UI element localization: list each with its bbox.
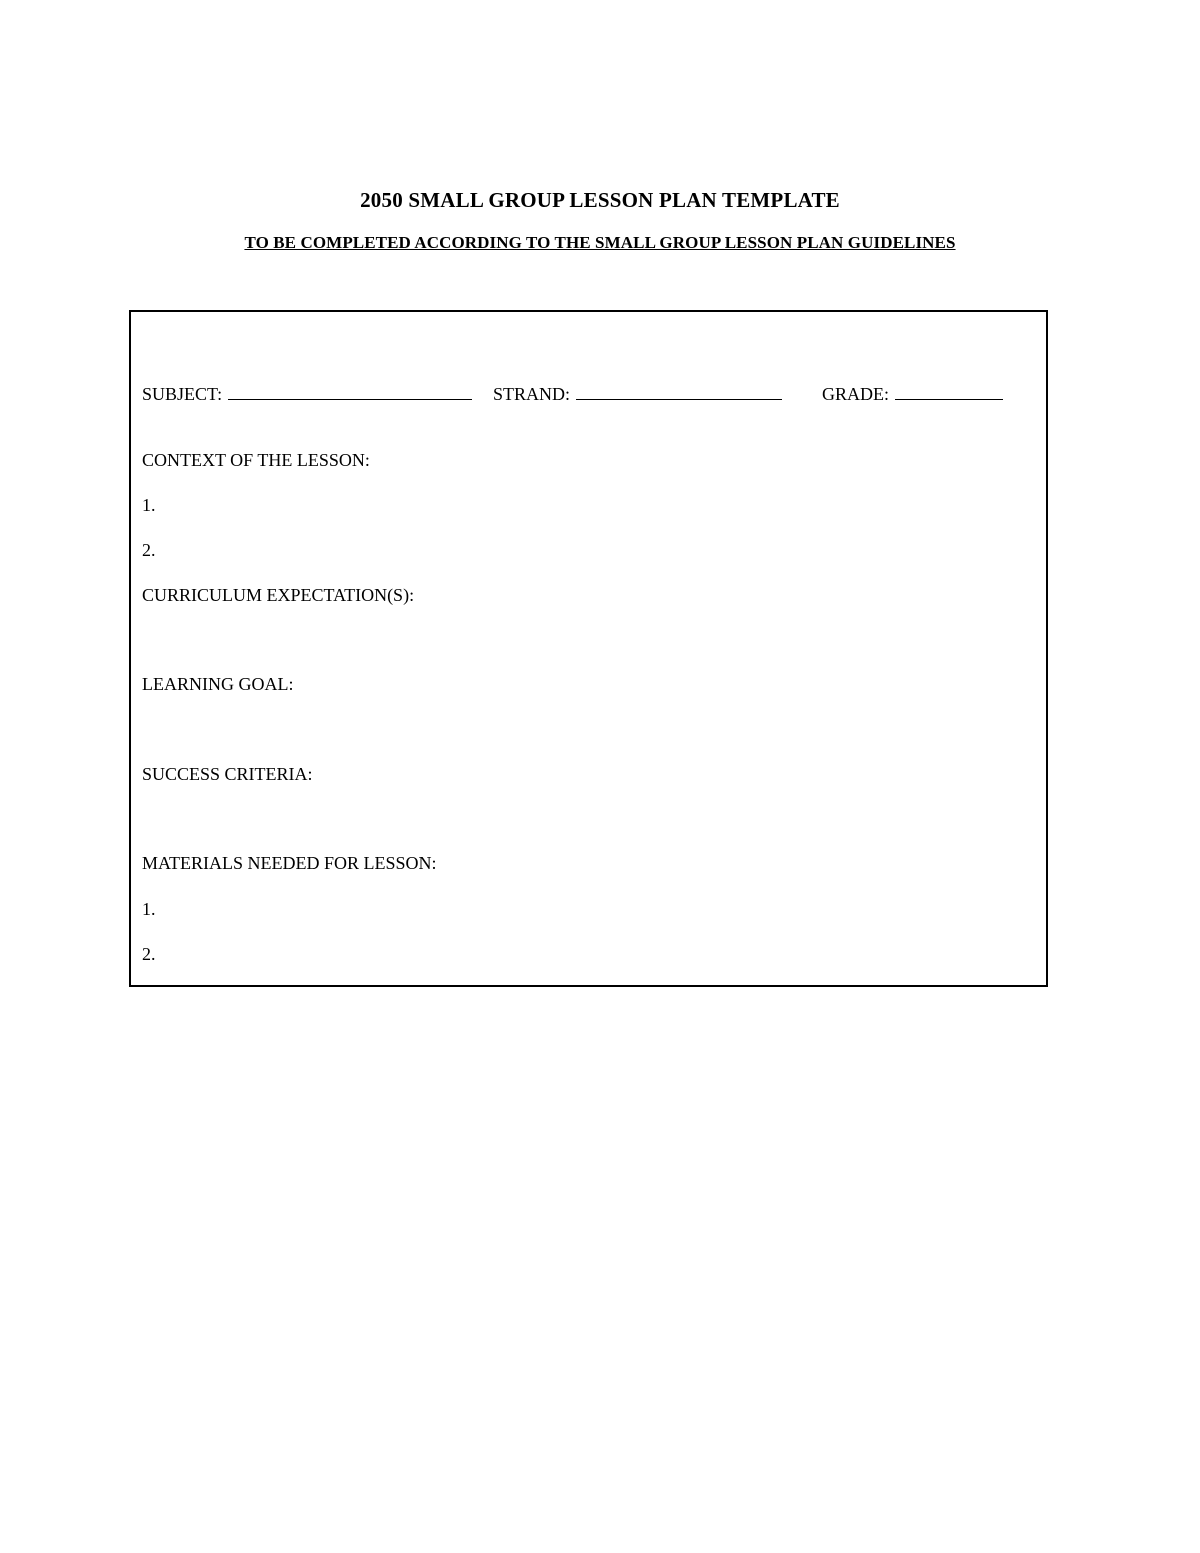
- materials-item-1: 1.: [142, 899, 156, 919]
- grade-label: GRADE:: [822, 384, 889, 404]
- strand-label: STRAND:: [493, 384, 571, 404]
- context-heading: CONTEXT OF THE LESSON:: [142, 450, 370, 470]
- strand-input[interactable]: [576, 381, 782, 400]
- success-criteria-heading: SUCCESS CRITERIA:: [142, 764, 313, 784]
- subject-input[interactable]: [228, 381, 472, 400]
- materials-heading: MATERIALS NEEDED FOR LESSON:: [142, 853, 437, 873]
- materials-item-2: 2.: [142, 944, 156, 964]
- page-title: 2050 SMALL GROUP LESSON PLAN TEMPLATE: [360, 188, 840, 212]
- page-subtitle: TO BE COMPLETED ACCORDING TO THE SMALL GROUP LESSON PLAN GUIDELINES: [244, 233, 956, 252]
- lesson-plan-form: [129, 310, 1048, 987]
- strand-field: [493, 381, 782, 406]
- context-item-1: 1.: [142, 495, 156, 515]
- grade-field: [822, 381, 1003, 406]
- subject-field: [142, 381, 472, 406]
- curriculum-heading: CURRICULUM EXPECTATION(S):: [142, 585, 415, 605]
- subject-label: SUBJECT:: [142, 384, 223, 404]
- context-item-2: 2.: [142, 540, 156, 560]
- grade-input[interactable]: [895, 381, 1003, 400]
- learning-goal-heading: LEARNING GOAL:: [142, 674, 294, 694]
